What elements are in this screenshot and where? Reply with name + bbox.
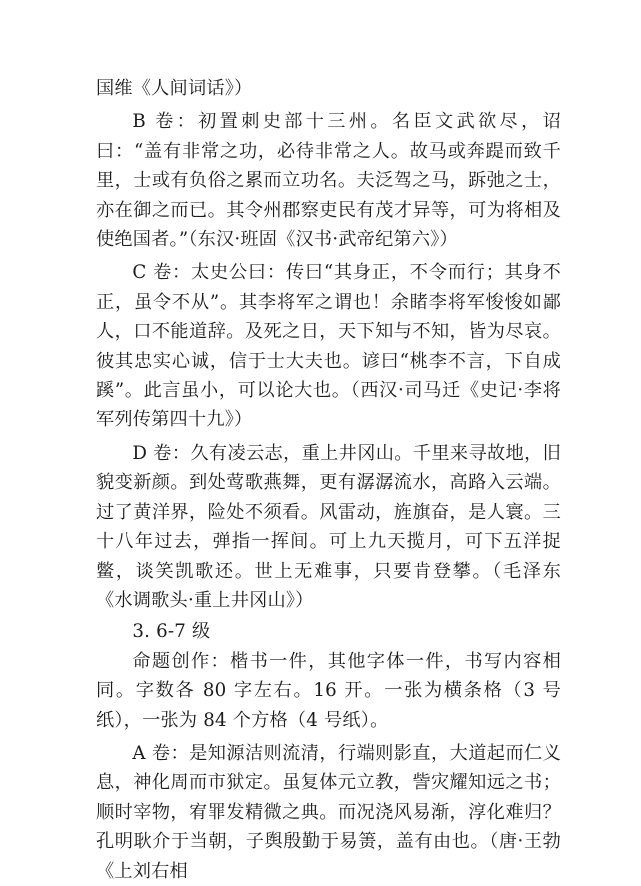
- paragraph-volume-b: B 卷：初置刺史部十三州。名臣文武欲尽，诏曰：“盖有非常之功，必待非常之人。故马或奔踶而致千里，士或有负俗之累而立功名。夫泛驾之马，跅弛之士，亦在御之而已。其令州郡察吏民有茂才异等，可为将相及使绝国者。”（东汉·班固《汉书·武帝纪第六》）: [96, 111, 561, 251]
- paragraph-continuation: 国维《人间词话》）: [96, 78, 253, 99]
- paragraph-volume-c: C 卷：太史公曰：传曰“其身正，不令而行；其身不正，虽令不从”。其李将军之谓也！余睹李将军悛悛如鄙人，口不能道辞。及死之日，天下知与不知，皆为尽哀。彼其忠实心诚，信于士大夫也。谚曰“桃李不言，下自成蹊”。此言虽小，可以论大也。（西汉·司马迁《史记·李将军列传第四十九》）: [96, 262, 561, 431]
- paragraph-volume-d: D 卷：久有凌云志，重上井冈山。千里来寻故地，旧貌变新颜。到处莺歌燕舞，更有潺潺流水，高路入云端。过了黄洋界，险处不须看。风雷动，旌旗奋，是人寰。三十八年过去，弹指一挥间。可上九天揽月，可下五洋捉鳖，谈笑凯歌还。世上无难事，只要肯登攀。（毛泽东《水调歌头·重上井冈山》）: [96, 442, 561, 611]
- section-heading-level-6-7: 3. 6-7 级: [132, 621, 211, 643]
- document-page: [96, 74, 561, 886]
- paragraph-topic-instructions: 命题创作：楷书一件，其他字体一件，书写内容相同。字数各 80 字左右。16 开。一张为横条格（3 号纸），一张为 84 个方格（4 号纸）。: [96, 650, 561, 731]
- paragraph-volume-a: A 卷：是知源洁则流清，行端则影直，大道起而仁义息，神化周而市狱定。虽复体元立教，訾灾耀知远之书；顺时宰物，宥罪发精微之典。而况浇风易渐，淳化难归？孔明耿介于当朝，子舆殷勤于易箦，盖有由也。（唐·王勃《上刘右相: [96, 742, 561, 882]
